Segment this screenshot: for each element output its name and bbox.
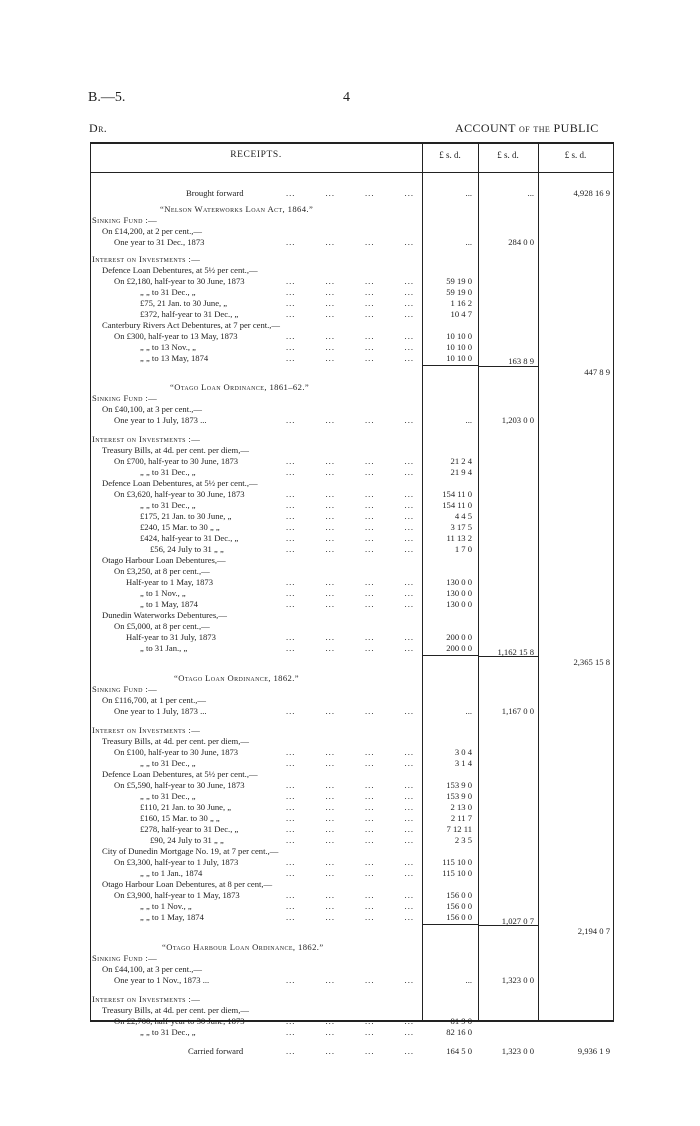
amount-col-1: 3 0 4: [454, 747, 472, 757]
table-row: [90, 342, 614, 353]
leader-dots: ... ... ... ...: [286, 758, 414, 768]
table-row: [90, 511, 614, 522]
table-row: [90, 298, 614, 309]
row-description: Sinking Fund :—: [92, 393, 158, 403]
leader-dots: ... ... ... ...: [286, 824, 414, 834]
row-description: Defence Loan Debentures, at 5½ per cent.,—: [102, 769, 258, 779]
ledger-table: [90, 142, 614, 1056]
amount-col-1: 154 11 0: [442, 489, 472, 499]
table-row: [90, 215, 614, 226]
amount-col-1: 82 16 0: [446, 1027, 472, 1037]
table-row: [90, 890, 614, 901]
document-reference: B.—5.: [88, 90, 126, 105]
column-heading: £ s. d.: [497, 150, 519, 160]
amount-col-1: 115 10 0: [442, 857, 472, 867]
leader-dots: ... ... ... ...: [286, 588, 414, 598]
row-description: „ „ to 13 May, 1874: [140, 353, 209, 363]
table-row: [90, 975, 614, 986]
table-row: [90, 404, 614, 415]
table-row: [90, 1016, 614, 1027]
amount-col-3: 2,365 15 8: [573, 657, 610, 667]
row-description: „ „ to 31 Dec., „: [140, 287, 196, 297]
row-description: „ „ to 1 Jan., 1874: [140, 868, 203, 878]
amount-col-1: 7 12 11: [446, 824, 472, 834]
amount-col-1: ...: [465, 237, 472, 247]
row-description: „ „ to 31 Dec., „: [140, 791, 196, 801]
amount-col-1: 153 9 0: [446, 791, 472, 801]
table-row: [90, 994, 614, 1005]
leader-dots: ... ... ... ...: [286, 835, 414, 845]
row-description: £240, 15 Mar. to 30 „ „: [140, 522, 220, 532]
leader-dots: ... ... ... ...: [286, 791, 414, 801]
amount-col-1: 81 9 0: [450, 1016, 472, 1026]
row-description: On £116,700, at 1 per cent.,—: [102, 695, 206, 705]
row-description: „ „ to 1 May, 1874: [140, 912, 204, 922]
table-row: [90, 621, 614, 632]
row-description: On £3,250, at 8 per cent.,—: [114, 566, 210, 576]
table-row: [90, 964, 614, 975]
row-description: Interest on Investments :—: [92, 994, 201, 1004]
table-row: [90, 769, 614, 780]
leader-dots: ... ... ... ...: [286, 353, 414, 363]
table-row: [90, 868, 614, 879]
amount-col-1: 10 10 0: [446, 353, 472, 363]
table-row: [90, 673, 614, 684]
row-description: “Nelson Waterworks Loan Act, 1864.”: [160, 204, 314, 214]
table-row: [90, 747, 614, 758]
row-description: On £40,100, at 3 per cent.,—: [102, 404, 202, 414]
row-description: Otago Harbour Loan Debentures,—: [102, 555, 226, 565]
amount-col-3: 9,936 1 9: [577, 1046, 610, 1056]
leader-dots: ... ... ... ...: [286, 342, 414, 352]
row-description: £75, 21 Jan. to 30 June, „: [140, 298, 228, 308]
leader-dots: ... ... ... ...: [286, 456, 414, 466]
row-description: Treasury Bills, at 4d. per cent. per diem,—: [102, 445, 249, 455]
amount-col-1: 1 7 0: [454, 544, 472, 554]
amount-col-1: 3 1 4: [454, 758, 472, 768]
table-row: [90, 367, 614, 378]
table-row: [90, 1005, 614, 1016]
amount-col-2: 284 0 0: [508, 237, 534, 247]
leader-dots: ... ... ... ...: [286, 813, 414, 823]
leader-dots: ... ... ... ...: [286, 901, 414, 911]
table-row: [90, 791, 614, 802]
debit-label: Dr.: [89, 121, 108, 135]
table-row: [90, 706, 614, 717]
row-description: On £300, half-year to 13 May, 1873: [114, 331, 238, 341]
amount-col-2: 1,323 0 0: [501, 1046, 534, 1056]
row-description: On £2,700, half-year to 30 June, 1873: [114, 1016, 245, 1026]
table-row: [90, 813, 614, 824]
leader-dots: ... ... ... ...: [286, 276, 414, 286]
table-row: [90, 522, 614, 533]
row-description: Defence Loan Debentures, at 5½ per cent.,—: [102, 265, 258, 275]
row-description: Half-year to 1 May, 1873: [126, 577, 214, 587]
amount-col-2: 1,167 0 0: [501, 706, 534, 716]
table-row: [90, 489, 614, 500]
row-description: One year to 1 July, 1873 ...: [114, 706, 207, 716]
leader-dots: ... ... ... ...: [286, 533, 414, 543]
leader-dots: ... ... ... ...: [286, 802, 414, 812]
table-row: [90, 610, 614, 621]
amount-col-1: 154 11 0: [442, 500, 472, 510]
table-row: [90, 320, 614, 331]
leader-dots: ... ... ... ...: [286, 599, 414, 609]
row-description: “Otago Loan Ordinance, 1862.”: [174, 673, 300, 683]
leader-dots: ... ... ... ...: [286, 1027, 414, 1037]
leader-dots: ... ... ... ...: [286, 890, 414, 900]
table-row: [90, 382, 614, 393]
leader-dots: ... ... ... ...: [286, 309, 414, 319]
table-row: [90, 331, 614, 342]
table-row: [90, 287, 614, 298]
amount-col-1: 156 0 0: [446, 912, 472, 922]
row-description: Brought forward: [186, 188, 244, 198]
row-description: £175, 21 Jan. to 30 June, „: [140, 511, 232, 521]
amount-col-1: 164 5 0: [446, 1046, 472, 1056]
row-description: On £5,590, half-year to 30 June, 1873: [114, 780, 245, 790]
amount-col-2: 163 8 9: [508, 356, 534, 366]
row-description: On £3,300, half-year to 1 July, 1873: [114, 857, 239, 867]
leader-dots: ... ... ... ...: [286, 975, 414, 985]
table-row: [90, 588, 614, 599]
table-row: [90, 237, 614, 248]
table-row: [90, 188, 614, 199]
row-description: “Otago Loan Ordinance, 1861–62.”: [170, 382, 310, 392]
table-row: [90, 1046, 614, 1057]
table-row: [90, 204, 614, 215]
table-row: [90, 879, 614, 890]
table-row: [90, 544, 614, 555]
column-heading: £ s. d.: [564, 150, 587, 160]
amount-col-2: 1,162 15 8: [497, 647, 534, 657]
table-row: [90, 254, 614, 265]
table-row: [90, 276, 614, 287]
receipts-heading: RECEIPTS.: [230, 150, 282, 160]
row-description: One year to 1 Nov., 1873 ...: [114, 975, 210, 985]
amount-col-3: 4,928 16 9: [573, 188, 610, 198]
table-row: [90, 533, 614, 544]
table-row: [90, 309, 614, 320]
table-row: [90, 356, 614, 367]
row-description: £278, half-year to 31 Dec., „: [140, 824, 239, 834]
row-description: Half-year to 31 July, 1873: [126, 632, 216, 642]
table-row: [90, 632, 614, 643]
amount-col-2: ...: [527, 188, 534, 198]
row-description: £110, 21 Jan. to 30 June, „: [140, 802, 232, 812]
row-description: £372, half-year to 31 Dec., „: [140, 309, 239, 319]
row-description: Dunedin Waterworks Debentures,—: [102, 610, 227, 620]
page-number: 4: [343, 90, 350, 105]
table-row: [90, 467, 614, 478]
leader-dots: ... ... ... ...: [286, 868, 414, 878]
leader-dots: ... ... ... ...: [286, 188, 414, 198]
row-description: Treasury Bills, at 4d. per cent. per diem,—: [102, 1005, 249, 1015]
table-row: [90, 555, 614, 566]
leader-dots: ... ... ... ...: [286, 632, 414, 642]
table-row: [90, 802, 614, 813]
row-description: „ „ to 31 Dec., „: [140, 467, 196, 477]
row-description: One year to 31 Dec., 1873: [114, 237, 205, 247]
amount-col-1: 3 17 5: [450, 522, 472, 532]
amount-col-1: 11 13 2: [446, 533, 472, 543]
leader-dots: ... ... ... ...: [286, 511, 414, 521]
leader-dots: ... ... ... ...: [286, 237, 414, 247]
row-description: „ to 31 Jan., „: [140, 643, 188, 653]
amount-col-1: 130 0 0: [446, 599, 472, 609]
amount-col-1: 4 4 5: [454, 511, 472, 521]
row-description: On £14,200, at 2 per cent.,—: [102, 226, 202, 236]
amount-col-1: 153 9 0: [446, 780, 472, 790]
table-row: [90, 577, 614, 588]
table-row: [90, 478, 614, 489]
table-row: [90, 857, 614, 868]
leader-dots: ... ... ... ...: [286, 467, 414, 477]
amount-col-2: 1,323 0 0: [501, 975, 534, 985]
leader-dots: ... ... ... ...: [286, 489, 414, 499]
table-row: [90, 780, 614, 791]
table-row: [90, 835, 614, 846]
amount-col-2: 1,027 0 7: [501, 916, 534, 926]
amount-col-2: 1,203 0 0: [501, 415, 534, 425]
amount-col-1: 2 3 5: [454, 835, 472, 845]
amount-col-1: 59 19 0: [446, 276, 472, 286]
amount-col-1: 10 10 0: [446, 342, 472, 352]
table-row: [90, 265, 614, 276]
amount-col-1: 21 9 4: [450, 467, 472, 477]
row-description: Carried forward: [188, 1046, 244, 1056]
table-row: [90, 942, 614, 953]
amount-col-1: 156 0 0: [446, 890, 472, 900]
table-row: [90, 846, 614, 857]
row-description: “Otago Harbour Loan Ordinance, 1862.”: [162, 942, 324, 952]
amount-col-1: 200 0 0: [446, 632, 472, 642]
row-description: On £3,620, half-year to 30 June, 1873: [114, 489, 245, 499]
amount-col-1: 130 0 0: [446, 577, 472, 587]
leader-dots: ... ... ... ...: [286, 544, 414, 554]
amount-col-1: ...: [465, 188, 472, 198]
leader-dots: ... ... ... ...: [286, 577, 414, 587]
amount-col-1: ...: [465, 415, 472, 425]
amount-col-1: 156 0 0: [446, 901, 472, 911]
row-description: On £100, half-year to 30 June, 1873: [114, 747, 239, 757]
row-description: On £44,100, at 3 per cent.,—: [102, 964, 202, 974]
row-description: £90, 24 July to 31 „ „: [150, 835, 224, 845]
table-row: [90, 1027, 614, 1038]
table-row: [90, 500, 614, 511]
row-description: On £3,900, half-year to 1 May, 1873: [114, 890, 240, 900]
row-description: „ to 1 May, 1874: [140, 599, 198, 609]
header-rule: [90, 172, 614, 173]
table-row: [90, 434, 614, 445]
table-row: [90, 226, 614, 237]
table-row: [90, 445, 614, 456]
row-description: „ „ to 31 Dec., „: [140, 500, 196, 510]
table-row: [90, 599, 614, 610]
leader-dots: ... ... ... ...: [286, 706, 414, 716]
amount-col-1: 2 11 7: [450, 813, 472, 823]
row-description: Sinking Fund :—: [92, 215, 158, 225]
amount-col-1: 200 0 0: [446, 643, 472, 653]
amount-col-3: 447 8 9: [584, 367, 610, 377]
table-row: [90, 456, 614, 467]
table-row: [90, 736, 614, 747]
leader-dots: ... ... ... ...: [286, 1046, 414, 1056]
amount-col-1: ...: [465, 975, 472, 985]
row-description: One year to 1 July, 1873 ...: [114, 415, 207, 425]
row-description: Interest on Investments :—: [92, 254, 201, 264]
amount-col-1: 115 10 0: [442, 868, 472, 878]
row-description: On £2,180, half-year to 30 June, 1873: [114, 276, 245, 286]
amount-col-1: ...: [465, 706, 472, 716]
row-description: „ „ to 31 Dec., „: [140, 1027, 196, 1037]
table-row: [90, 393, 614, 404]
row-description: „ „ to 31 Dec., „: [140, 758, 196, 768]
row-description: City of Dunedin Mortgage No. 19, at 7 per cent.,—: [102, 846, 279, 856]
leader-dots: ... ... ... ...: [286, 643, 414, 653]
table-row: [90, 695, 614, 706]
leader-dots: ... ... ... ...: [286, 857, 414, 867]
row-description: Sinking Fund :—: [92, 953, 158, 963]
row-description: Otago Harbour Loan Debentures, at 8 per cent,—: [102, 879, 273, 889]
row-description: On £5,000, at 8 per cent.,—: [114, 621, 210, 631]
leader-dots: ... ... ... ...: [286, 287, 414, 297]
amount-col-1: 59 19 0: [446, 287, 472, 297]
row-description: On £700, half-year to 30 June, 1873: [114, 456, 239, 466]
table-row: [90, 684, 614, 695]
leader-dots: ... ... ... ...: [286, 331, 414, 341]
table-row: [90, 758, 614, 769]
table-row: [90, 953, 614, 964]
table-row: [90, 926, 614, 937]
leader-dots: ... ... ... ...: [286, 747, 414, 757]
leader-dots: ... ... ... ...: [286, 298, 414, 308]
amount-col-1: 10 4 7: [450, 309, 472, 319]
amount-col-3: 2,194 0 7: [577, 926, 610, 936]
row-description: Defence Loan Debentures, at 5½ per cent.,—: [102, 478, 258, 488]
row-description: „ to 1 Nov., „: [140, 588, 186, 598]
leader-dots: ... ... ... ...: [286, 415, 414, 425]
account-title: ACCOUNT of the PUBLIC: [455, 121, 599, 135]
row-description: £160, 15 Mar. to 30 „ „: [140, 813, 220, 823]
amount-col-1: 21 2 4: [450, 456, 472, 466]
row-description: Treasury Bills, at 4d. per cent. per diem,—: [102, 736, 249, 746]
leader-dots: ... ... ... ...: [286, 912, 414, 922]
table-row: [90, 824, 614, 835]
row-description: £424, half-year to 31 Dec., „: [140, 533, 239, 543]
leader-dots: ... ... ... ...: [286, 500, 414, 510]
row-description: Sinking Fund :—: [92, 684, 158, 694]
row-description: „ „ to 13 Nov., „: [140, 342, 197, 352]
row-description: Interest on Investments :—: [92, 725, 201, 735]
amount-col-1: 1 16 2: [450, 298, 472, 308]
leader-dots: ... ... ... ...: [286, 780, 414, 790]
row-description: „ „ to 1 Nov., „: [140, 901, 192, 911]
row-description: £56, 24 July to 31 „ „: [150, 544, 224, 554]
table-row: [90, 725, 614, 736]
amount-col-1: 10 10 0: [446, 331, 472, 341]
leader-dots: ... ... ... ...: [286, 1016, 414, 1026]
leader-dots: ... ... ... ...: [286, 522, 414, 532]
table-row: [90, 657, 614, 668]
column-heading: £ s. d.: [439, 150, 461, 160]
row-description: Canterbury Rivers Act Debentures, at 7 per cent.,—: [102, 320, 281, 330]
table-row: [90, 901, 614, 912]
amount-col-1: 2 13 0: [450, 802, 472, 812]
amount-col-1: 130 0 0: [446, 588, 472, 598]
table-row: [90, 566, 614, 577]
row-description: Interest on Investments :—: [92, 434, 201, 444]
table-row: [90, 415, 614, 426]
